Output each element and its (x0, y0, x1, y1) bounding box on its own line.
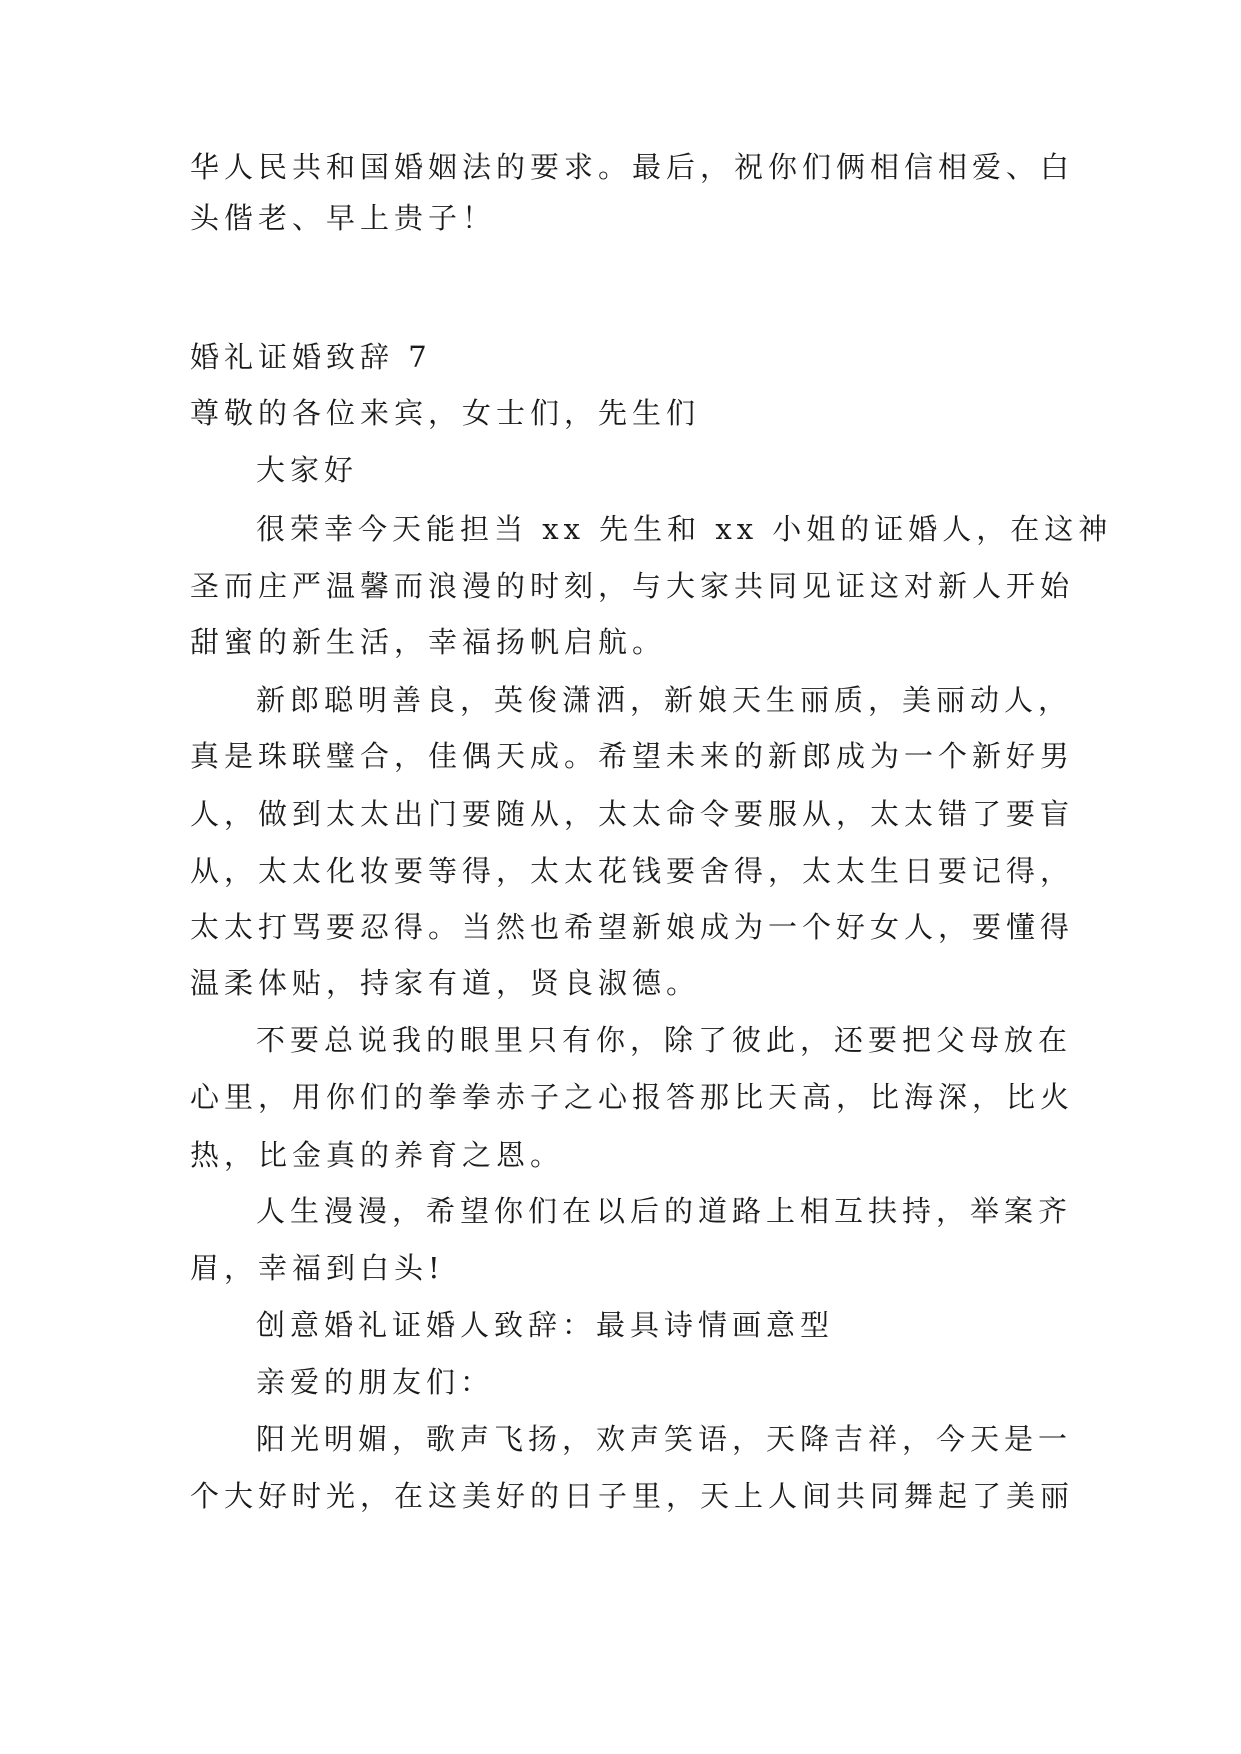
subheading: 创意婚礼证婚人致辞：最具诗情画意型 (256, 1308, 835, 1342)
paragraph-line: 太太打骂要忍得。当然也希望新娘成为一个好女人，要懂得 (190, 910, 1075, 944)
paragraph-line: 阳光明媚，歌声飞扬，欢声笑语，天降吉祥，今天是一 (256, 1422, 1073, 1456)
paragraph-line: 人，做到太太出门要随从，太太命令要服从，太太错了要盲 (190, 797, 1075, 831)
paragraph-line: 头偕老、早上贵子！ (190, 201, 497, 235)
paragraph-line: 很荣幸今天能担当 xx 先生和 xx 小姐的证婚人，在这神 (256, 512, 1113, 546)
paragraph-line: 圣而庄严温馨而浪漫的时刻，与大家共同见证这对新人开始 (190, 569, 1075, 603)
greeting: 大家好 (256, 453, 359, 487)
paragraph-line: 心里，用你们的拳拳赤子之心报答那比天高，比海深，比火 (190, 1080, 1075, 1114)
paragraph-line: 人生漫漫，希望你们在以后的道路上相互扶持，举案齐 (256, 1194, 1073, 1228)
paragraph-line: 温柔体贴，持家有道，贤良淑德。 (190, 966, 701, 1000)
paragraph-line: 热，比金真的养育之恩。 (190, 1138, 565, 1172)
paragraph-line: 从，太太化妆要等得，太太花钱要舍得，太太生日要记得， (190, 854, 1075, 888)
paragraph-line: 不要总说我的眼里只有你，除了彼此，还要把父母放在 (256, 1023, 1073, 1057)
paragraph-line: 新郎聪明善良，英俊潇洒，新娘天生丽质，美丽动人， (256, 683, 1073, 717)
paragraph-line: 个大好时光，在这美好的日子里，天上人间共同舞起了美丽 (190, 1479, 1075, 1513)
paragraph-line: 眉，幸福到白头! (190, 1251, 445, 1285)
section-heading: 婚礼证婚致辞 7 (190, 340, 432, 374)
paragraph-line: 真是珠联璧合，佳偶天成。希望未来的新郎成为一个新好男 (190, 739, 1075, 773)
salutation: 亲爱的朋友们： (256, 1365, 495, 1399)
paragraph-line: 华人民共和国婚姻法的要求。最后，祝你们俩相信相爱、白 (190, 150, 1075, 184)
paragraph-line: 甜蜜的新生活，幸福扬帆启航。 (190, 625, 667, 659)
salutation: 尊敬的各位来宾，女士们，先生们 (190, 396, 701, 430)
